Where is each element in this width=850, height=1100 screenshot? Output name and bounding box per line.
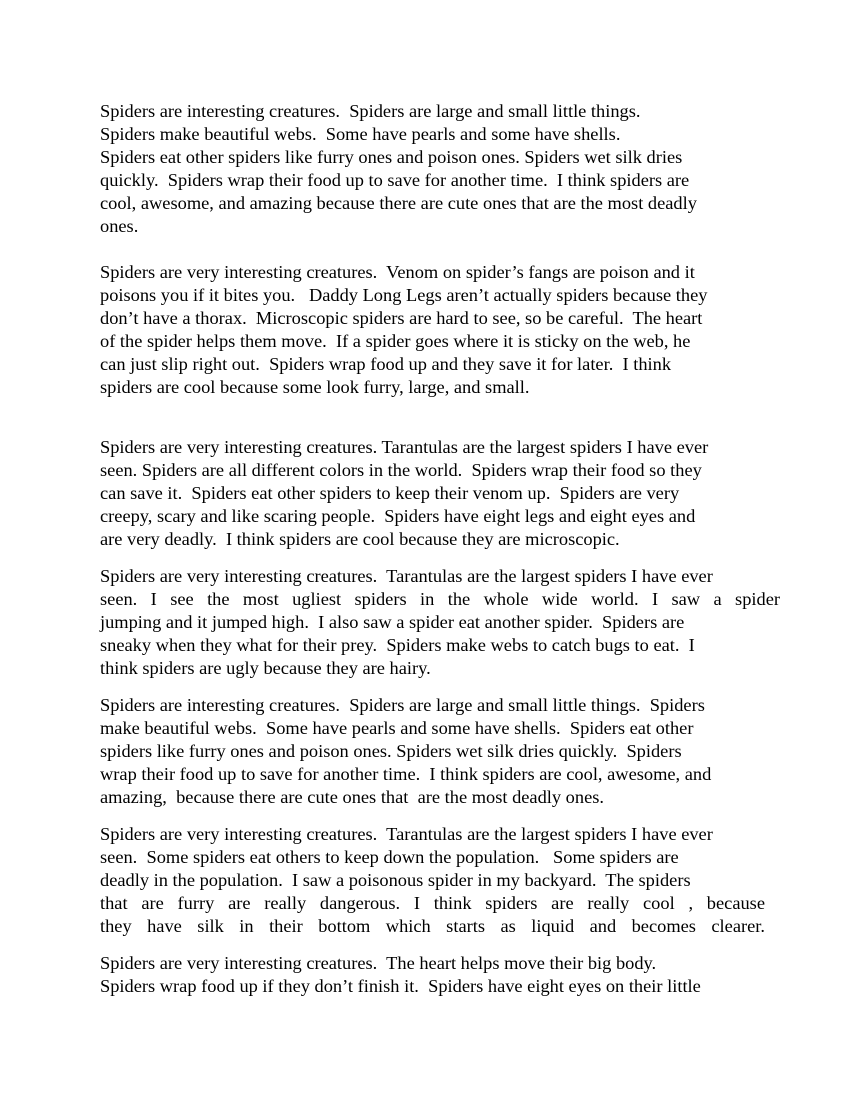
text-line: Spiders are very interesting creatures. Tarantulas are the largest spiders I have ever (100, 437, 709, 457)
text-line: Spiders wrap food up if they don’t finish it. Spiders have eight eyes on their little (100, 976, 701, 996)
text-line: think spiders are ugly because they are hairy. (100, 658, 431, 678)
text-line: that are furry are really dangerous. I think spiders are really cool , because (100, 893, 765, 913)
text-line: sneaky when they what for their prey. Spiders make webs to catch bugs to eat. I (100, 635, 695, 655)
text-line: seen. I see the most ugliest spiders in the whole wide world. I saw a spider (100, 589, 780, 609)
paragraph-3 (100, 436, 780, 551)
text-line: don’t have a thorax. Microscopic spiders are hard to see, so be careful. The heart (100, 308, 703, 328)
text-line: spiders like furry ones and poison ones. Spiders wet silk dries quickly. Spiders (100, 741, 682, 761)
text-line: poisons you if it bites you. Daddy Long Legs aren’t actually spiders because they (100, 285, 708, 305)
text-line: seen. Some spiders eat others to keep down the population. Some spiders are (100, 847, 679, 867)
paragraph-1 (100, 100, 780, 238)
text-line: Spiders make beautiful webs. Some have pearls and some have shells. (100, 124, 621, 144)
text-line: Spiders are interesting creatures. Spiders are large and small little things. Spiders (100, 695, 705, 715)
text-line: can save it. Spiders eat other spiders to keep their venom up. Spiders are very (100, 483, 680, 503)
text-line: they have silk in their bottom which starts as liquid and becomes clearer. (100, 916, 765, 936)
text-line: Spiders are very interesting creatures. The heart helps move their big body. (100, 953, 657, 973)
text-line: deadly in the population. I saw a poisonous spider in my backyard. The spiders (100, 870, 691, 890)
paragraph-2 (100, 261, 780, 399)
text-line: Spiders are interesting creatures. Spiders are large and small little things. (100, 101, 641, 121)
text-line: spiders are cool because some look furry, large, and small. (100, 377, 530, 397)
text-line: amazing, because there are cute ones that are the most deadly ones. (100, 787, 604, 807)
paragraph-4 (100, 565, 780, 680)
text-line: ones. (100, 216, 139, 236)
paragraph-7 (100, 952, 780, 998)
text-line: can just slip right out. Spiders wrap food up and they save it for later. I think (100, 354, 672, 374)
text-line: creepy, scary and like scaring people. Spiders have eight legs and eight eyes and (100, 506, 696, 526)
text-line: Spiders are very interesting creatures. Venom on spider’s fangs are poison and it (100, 262, 695, 282)
text-line: quickly. Spiders wrap their food up to save for another time. I think spiders are (100, 170, 690, 190)
text-line: cool, awesome, and amazing because there are cute ones that are the most deadly (100, 193, 697, 213)
text-line: wrap their food up to save for another time. I think spiders are cool, awesome, and (100, 764, 712, 784)
text-line: Spiders are very interesting creatures. Tarantulas are the largest spiders I have ever (100, 566, 713, 586)
text-line: make beautiful webs. Some have pearls and some have shells. Spiders eat other (100, 718, 694, 738)
text-line: Spiders eat other spiders like furry ones and poison ones. Spiders wet silk dries (100, 147, 683, 167)
text-line: seen. Spiders are all different colors in the world. Spiders wrap their food so they (100, 460, 702, 480)
text-line: are very deadly. I think spiders are cool because they are microscopic. (100, 529, 620, 549)
paragraph-5 (100, 694, 780, 809)
text-line: jumping and it jumped high. I also saw a spider eat another spider. Spiders are (100, 612, 685, 632)
text-line: of the spider helps them move. If a spider goes where it is sticky on the web, he (100, 331, 691, 351)
text-line: Spiders are very interesting creatures. Tarantulas are the largest spiders I have ever (100, 824, 713, 844)
paragraph-6 (100, 823, 765, 938)
